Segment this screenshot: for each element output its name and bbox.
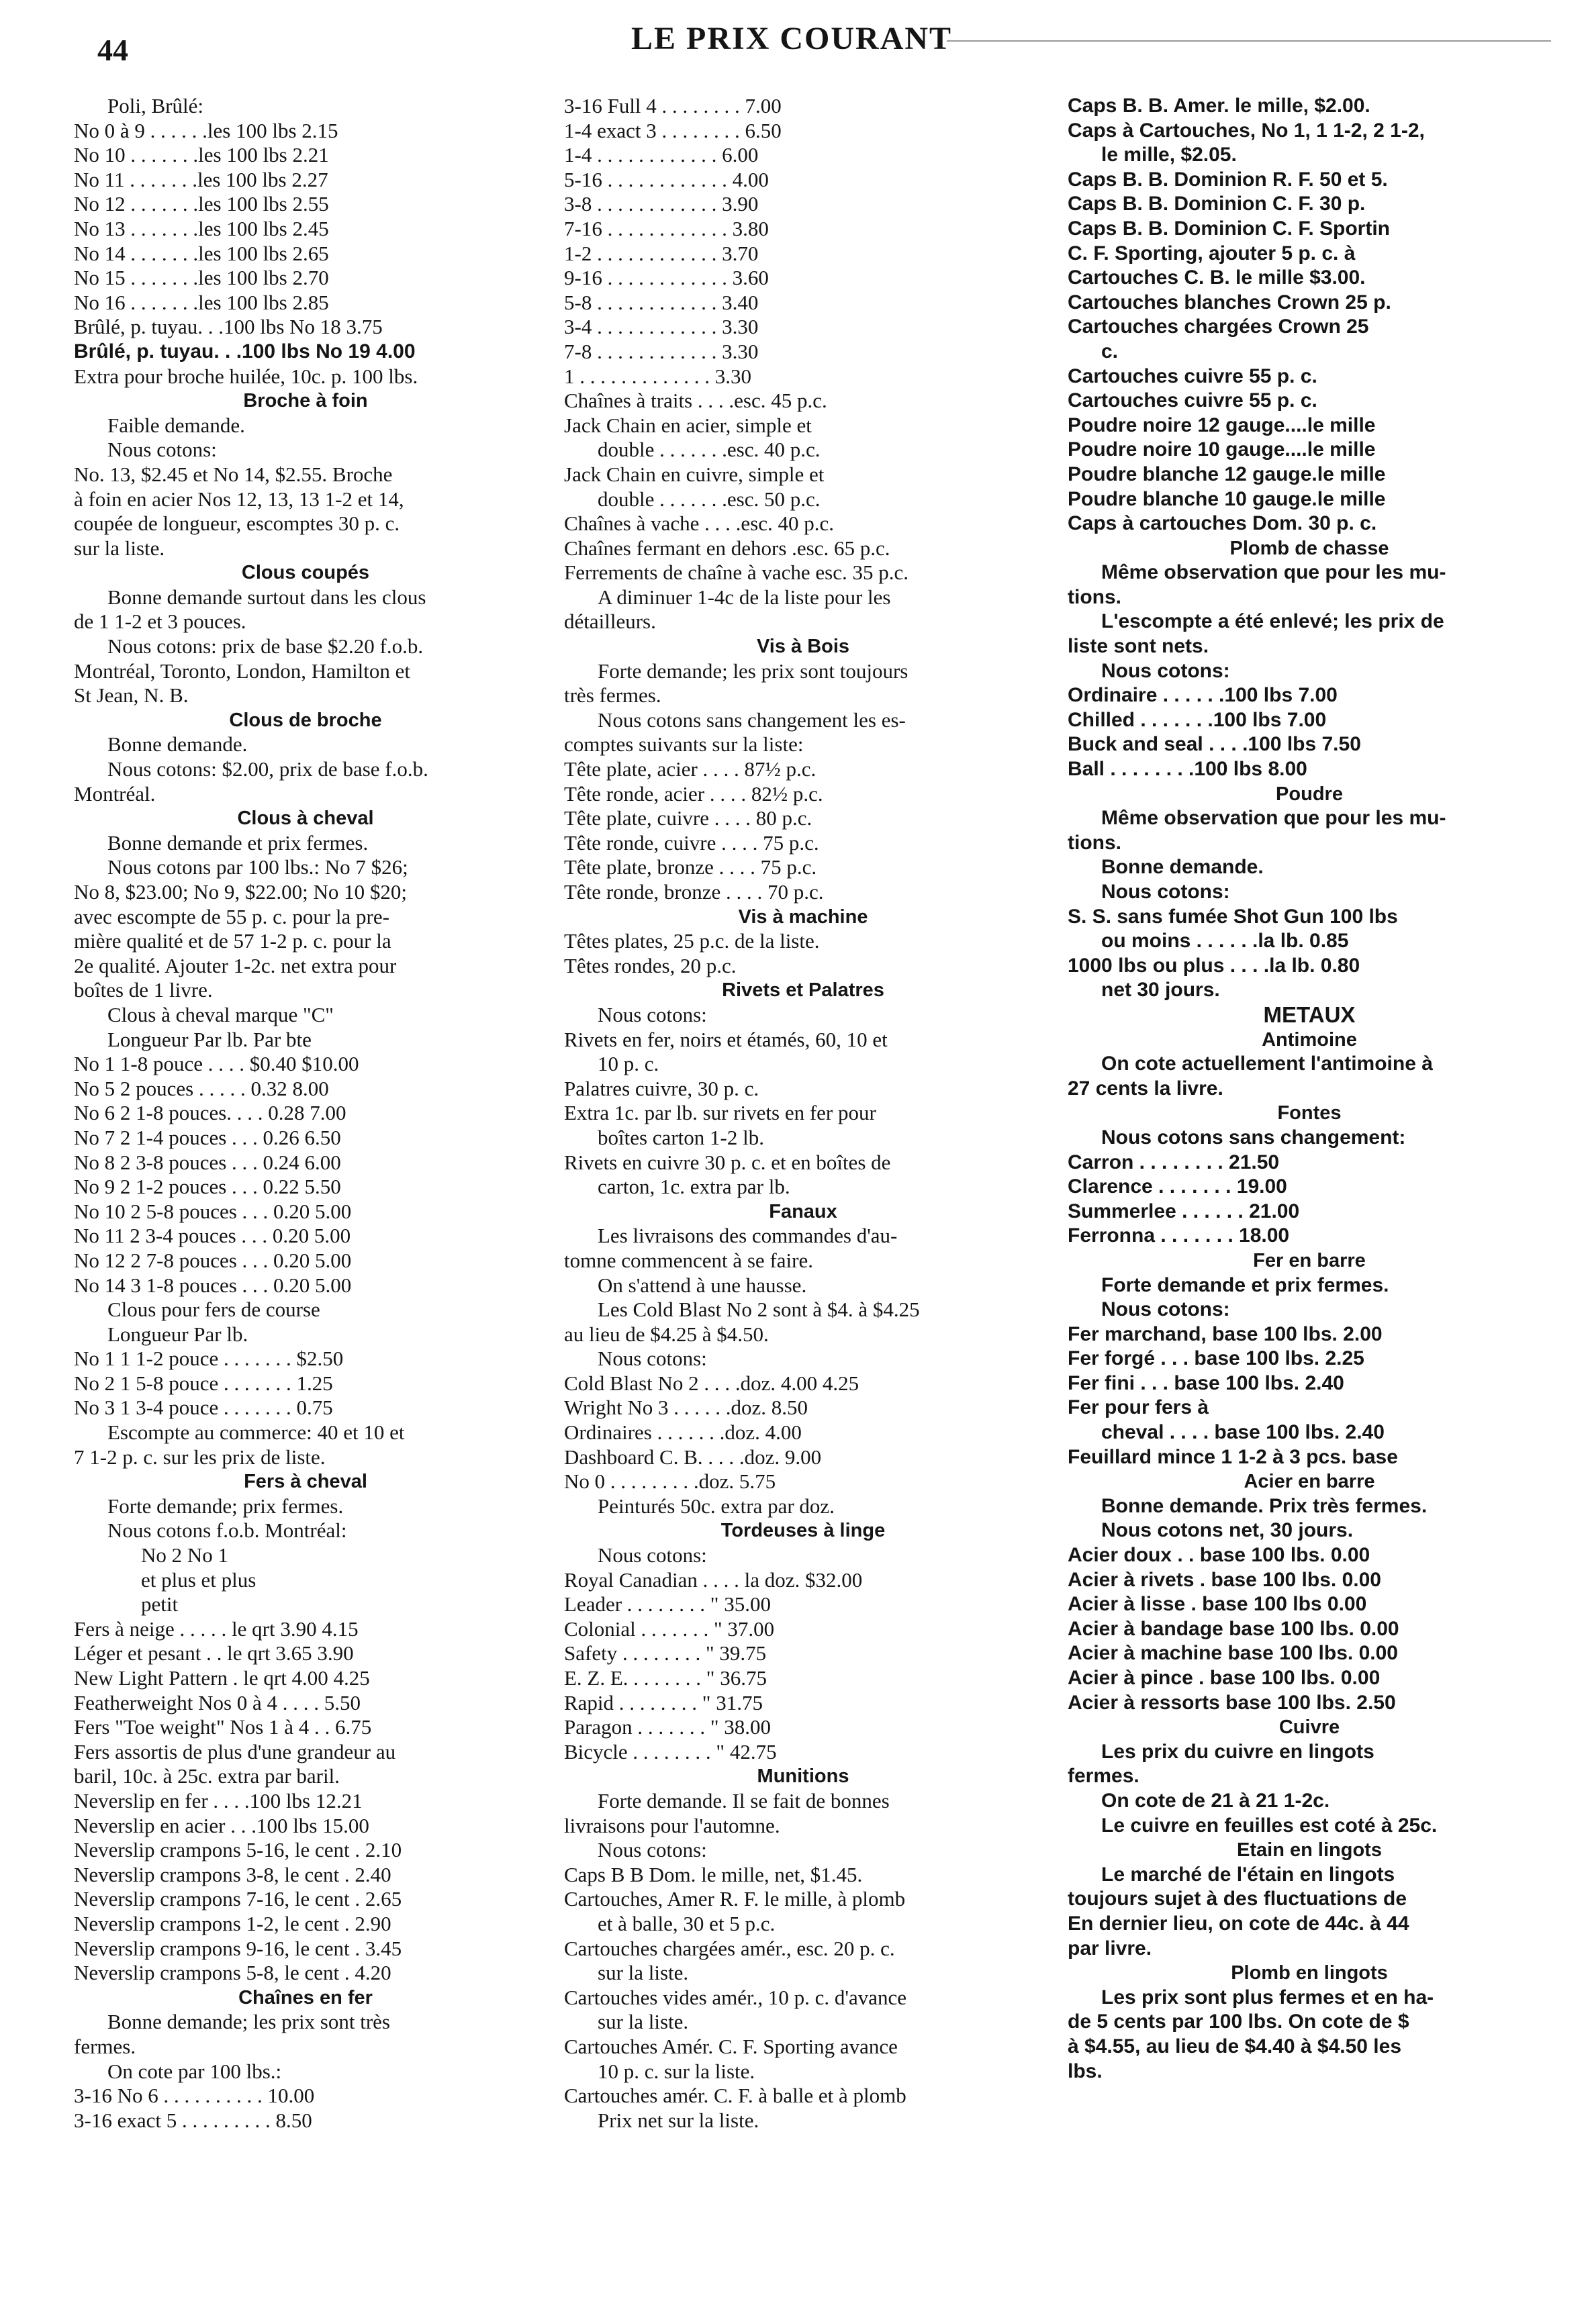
text-line: No 1 1 1-2 pouce . . . . . . . $2.50 [74,1347,344,1371]
section-heading: Tordeuses à linge [720,1520,886,1542]
text-line: 7-16 . . . . . . . . . . . . 3.80 [564,216,769,240]
text-line: Leader . . . . . . . . " 35.00 [564,1592,771,1616]
text-line: Extra pour broche huilée, 10c. p. 100 lbs. [74,364,418,388]
text-line: boîtes carton 1-2 lb. [598,1125,764,1149]
text-line: Ferronna . . . . . . . 18.00 [1068,1224,1290,1247]
text-line: mière qualité et de 57 1-2 p. c. pour la [74,929,391,953]
text-line: fermes. [1068,1765,1139,1788]
text-line: Bonne demande; les prix sont très [107,2010,390,2034]
text-line: Chaînes à traits . . . .esc. 45 p.c. [564,389,827,413]
section-heading: Vis à machine [738,906,868,928]
text-line: S. S. sans fumée Shot Gun 100 lbs [1068,905,1398,928]
text-line: No 8, $23.00; No 9, $22.00; No 10 $20; [74,880,407,904]
text-line: Nous cotons: [598,1838,707,1862]
section-heading: Broche à foin [243,390,368,412]
text-line: Brûlé, p. tuyau. . .100 lbs No 19 4.00 [74,340,416,362]
text-line: No 0 . . . . . . . . .doz. 5.75 [564,1469,776,1494]
text-line: 5-16 . . . . . . . . . . . . 4.00 [564,167,769,191]
text-line: Nous cotons: [1101,659,1230,682]
text-line: On cote actuellement l'antimoine à [1101,1053,1433,1075]
section-heading: Vis à Bois [756,636,850,658]
text-line: 3-8 . . . . . . . . . . . . 3.90 [564,192,759,216]
text-line: au lieu de $4.25 à $4.50. [564,1322,769,1346]
text-line: Poudre blanche 12 gauge.le mille [1068,463,1386,485]
text-line: No 13 . . . . . . .les 100 lbs 2.45 [74,216,329,240]
text-line: 7-8 . . . . . . . . . . . . 3.30 [564,339,759,363]
column-1 [74,94,537,2133]
text-line: Les Cold Blast No 2 sont à $4. à $4.25 [598,1298,920,1322]
text-line: Palatres cuivre, 30 p. c. [564,1076,759,1100]
text-line: détailleurs. [564,610,656,634]
text-line: No 8 2 3-8 pouces . . . 0.24 6.00 [74,1150,341,1174]
text-line: Summerlee . . . . . . 21.00 [1068,1200,1300,1222]
text-line: Bonne demande et prix fermes. [107,830,369,855]
text-line: ou moins . . . . . .la lb. 0.85 [1101,930,1349,953]
text-line: Extra 1c. par lb. sur rivets en fer pour [564,1101,876,1125]
text-line: No 3 1 3-4 pouce . . . . . . . 0.75 [74,1396,333,1420]
text-line: No 5 2 pouces . . . . . 0.32 8.00 [74,1076,329,1100]
section-heading: Poudre [1276,783,1343,805]
section-heading: Fanaux [769,1200,837,1222]
section-heading: Etain en lingots [1237,1839,1382,1861]
text-line: Tête ronde, acier . . . . 82½ p.c. [564,781,823,806]
text-line: très fermes. [564,683,661,708]
text-line: 7 1-2 p. c. sur les prix de liste. [74,1445,326,1469]
text-line: No 12 2 7-8 pouces . . . 0.20 5.00 [74,1248,352,1272]
text-line: No 9 2 1-2 pouces . . . 0.22 5.50 [74,1175,341,1199]
text-line: Montréal. [74,781,156,806]
text-line: No 14 . . . . . . .les 100 lbs 2.65 [74,241,329,265]
text-line: Forte demande. Il se fait de bonnes [598,1788,890,1812]
text-line: Acier à lisse . base 100 lbs 0.00 [1068,1593,1367,1616]
text-line: Caps B. B. Dominion C. F. Sportin [1068,217,1390,240]
text-line: coupée de longueur, escomptes 30 p. c. [74,512,400,536]
text-line: Featherweight Nos 0 à 4 . . . . 5.50 [74,1690,361,1714]
text-line: Bonne demande. [1101,856,1264,879]
text-line: Feuillard mince 1 1-2 à 3 pcs. base [1068,1445,1398,1468]
text-line: Acier doux . . base 100 lbs. 0.00 [1068,1544,1370,1567]
column-2 [564,94,1042,2133]
header-rule [947,40,1551,42]
text-line: Longueur Par lb. Par bte [107,1027,312,1051]
text-line: No 6 2 1-8 pouces. . . . 0.28 7.00 [74,1101,346,1125]
text-line: Rivets en fer, noirs et étamés, 60, 10 et [564,1027,888,1051]
text-line: 9-16 . . . . . . . . . . . . 3.60 [564,266,769,290]
text-line: Caps B. B. Dominion R. F. 50 et 5. [1068,168,1388,191]
text-line: Poudre noire 10 gauge....le mille [1068,438,1376,461]
section-heading: Plomb en lingots [1231,1962,1388,1984]
text-line: 3-16 Full 4 . . . . . . . . 7.00 [564,94,782,117]
text-line: Le cuivre en feuilles est coté à 25c. [1101,1814,1438,1837]
text-line: No 10 . . . . . . .les 100 lbs 2.21 [74,143,329,167]
text-line: Escompte au commerce: 40 et 10 et [107,1420,405,1445]
section-heading: Clous de broche [229,709,382,731]
text-line: net 30 jours. [1101,979,1220,1002]
text-line: Fer marchand, base 100 lbs. 2.00 [1068,1322,1383,1345]
text-line: tions. [1068,585,1121,608]
text-line: No 7 2 1-4 pouces . . . 0.26 6.50 [74,1125,341,1149]
text-line: No 1 1-8 pouce . . . . $0.40 $10.00 [74,1052,359,1076]
text-line: 1-2 . . . . . . . . . . . . 3.70 [564,241,759,265]
text-line: Poli, Brûlé: [107,94,203,117]
text-line: par livre. [1068,1937,1152,1959]
text-line: Cartouches cuivre 55 p. c. [1068,365,1317,387]
text-line: Nous cotons: [1101,881,1230,903]
text-line: Cartouches cuivre 55 p. c. [1068,389,1317,412]
text-line: L'escompte a été enlevé; les prix de [1101,610,1444,633]
text-line: En dernier lieu, on cote de 44c. à 44 [1068,1912,1409,1935]
text-line: Même observation que pour les mu- [1101,807,1446,830]
text-line: No 10 2 5-8 pouces . . . 0.20 5.00 [74,1199,352,1223]
text-line: Acier à pince . base 100 lbs. 0.00 [1068,1667,1381,1689]
text-line: Nous cotons: [598,1002,707,1026]
text-line: On s'attend à une hausse. [598,1273,807,1297]
section-heading: Plomb de chasse [1229,537,1389,559]
text-line: Poudre noire 12 gauge....le mille [1068,414,1376,436]
text-line: Chaînes à vache . . . .esc. 40 p.c. [564,512,835,536]
text-line: sur la liste. [74,536,165,560]
text-line: c. [1101,340,1119,362]
text-line: baril, 10c. à 25c. extra par baril. [74,1764,340,1788]
text-line: C. F. Sporting, ajouter 5 p. c. à [1068,242,1356,264]
section-heading: Rivets et Palatres [722,979,884,1002]
text-line: Colonial . . . . . . . " 37.00 [564,1616,775,1641]
text-line: Poudre blanche 10 gauge.le mille [1068,487,1386,510]
text-line: Caps B. B. Amer. le mille, $2.00. [1068,95,1370,117]
text-line: Les prix sont plus fermes et en ha- [1101,1986,1434,2008]
text-line: Les livraisons des commandes d'au- [598,1224,898,1248]
text-line: No 2 1 5-8 pouce . . . . . . . 1.25 [74,1371,333,1395]
text-line: Léger et pesant . . le qrt 3.65 3.90 [74,1641,354,1665]
text-line: à $4.55, au lieu de $4.40 à $4.50 les [1068,2035,1402,2057]
text-line: double . . . . . . .esc. 40 p.c. [598,438,821,462]
text-line: livraisons pour l'automne. [564,1813,780,1837]
text-line: Cartouches amér. C. F. à balle et à plomb [564,2084,906,2108]
text-line: 1-4 . . . . . . . . . . . . 6.00 [564,143,759,167]
text-line: Brûlé, p. tuyau. . .100 lbs No 18 3.75 [74,315,383,339]
text-line: On cote de 21 à 21 1-2c. [1101,1789,1330,1812]
text-line: Prix net sur la liste. [598,2108,759,2132]
text-line: 10 p. c. sur la liste. [598,2059,755,2083]
text-line: Têtes rondes, 20 p.c. [564,953,737,977]
text-line: Nous cotons sans changement les es- [598,708,906,732]
text-line: 27 cents la livre. [1068,1077,1223,1100]
section-heading: Fer en barre [1253,1249,1366,1271]
text-line: Nous cotons par 100 lbs.: No 7 $26; [107,855,408,879]
text-line: Cartouches, Amer R. F. le mille, à plomb [564,1887,906,1911]
text-line: sur la liste. [598,2010,689,2034]
text-line: St Jean, N. B. [74,683,189,708]
text-line: Forte demande et prix fermes. [1101,1273,1389,1296]
text-line: New Light Pattern . le qrt 4.00 4.25 [74,1666,370,1690]
text-line: Neverslip crampons 3-8, le cent . 2.40 [74,1862,391,1886]
text-line: Nous cotons f.o.b. Montréal: [107,1518,347,1543]
text-line: No 12 . . . . . . .les 100 lbs 2.55 [74,192,329,216]
text-line: Acier à rivets . base 100 lbs. 0.00 [1068,1568,1381,1591]
text-line: 2e qualité. Ajouter 1-2c. net extra pour [74,953,397,977]
text-line: Paragon . . . . . . . " 38.00 [564,1715,771,1739]
text-line: carton, 1c. extra par lb. [598,1175,790,1199]
text-line: A diminuer 1-4c de la liste pour les [598,585,891,609]
section-heading: Cuivre [1278,1716,1340,1739]
text-line: Neverslip crampons 5-8, le cent . 4.20 [74,1961,391,1985]
text-line: Forte demande; prix fermes. [107,1494,344,1518]
text-line: No 0 à 9 . . . . . .les 100 lbs 2.15 [74,118,338,142]
text-line: Clous pour fers de course [107,1298,320,1322]
section-heading: Acier en barre [1244,1471,1375,1493]
text-line: Nous cotons: $2.00, prix de base f.o.b. [107,757,428,781]
text-line: Fers à neige . . . . . le qrt 3.90 4.15 [74,1616,359,1641]
section-heading: METAUX [1263,1002,1356,1027]
text-line: cheval . . . . base 100 lbs. 2.40 [1101,1421,1385,1444]
text-line: Acier à bandage base 100 lbs. 0.00 [1068,1617,1399,1640]
text-line: et plus et plus [141,1567,256,1592]
text-line: Forte demande; les prix sont toujours [598,659,908,683]
text-line: Caps B. B. Dominion C. F. 30 p. [1068,193,1366,215]
text-line: Nous cotons: [598,1543,707,1567]
text-line: Cartouches blanches Crown 25 p. [1068,291,1391,313]
text-line: boîtes de 1 livre. [74,978,213,1002]
text-line: lbs. [1068,2060,1103,2082]
text-line: Cartouches Amér. C. F. Sporting avance [564,2034,898,2058]
section-heading: Clous à cheval [237,808,374,830]
text-line: Tête plate, cuivre . . . . 80 p.c. [564,806,812,830]
text-line: Fer fini . . . base 100 lbs. 2.40 [1068,1371,1344,1394]
text-line: No 11 . . . . . . .les 100 lbs 2.27 [74,167,328,191]
text-line: On cote par 100 lbs.: [107,2059,282,2083]
text-line: Ferrements de chaîne à vache esc. 35 p.c. [564,561,908,585]
text-line: Nous cotons sans changement: [1101,1126,1406,1149]
text-line: Le marché de l'étain en lingots [1101,1863,1395,1886]
text-line: Bonne demande surtout dans les clous [107,585,426,609]
text-line: Safety . . . . . . . . " 39.75 [564,1641,767,1665]
text-line: 3-16 No 6 . . . . . . . . . . 10.00 [74,2084,315,2108]
text-line: Jack Chain en cuivre, simple et [564,462,825,486]
text-line: Ball . . . . . . . .100 lbs 8.00 [1068,758,1307,781]
text-line: Cartouches chargées Crown 25 [1068,316,1369,338]
text-line: Nous cotons: [598,1347,707,1371]
text-line: Faible demande. [107,413,245,437]
text-line: Acier à machine base 100 lbs. 0.00 [1068,1642,1398,1665]
text-line: Fer pour fers à [1068,1396,1209,1419]
text-line: et à balle, 30 et 5 p.c. [598,1911,776,1935]
text-line: Neverslip crampons 7-16, le cent . 2.65 [74,1887,402,1911]
section-heading: Fontes [1277,1102,1342,1124]
text-line: Acier à ressorts base 100 lbs. 2.50 [1068,1691,1396,1714]
text-line: Nous cotons: [107,438,217,462]
text-line: Cartouches C. B. le mille $3.00. [1068,267,1366,289]
text-line: tomne commencent à se faire. [564,1248,813,1272]
text-line: Neverslip crampons 1-2, le cent . 2.90 [74,1911,391,1935]
text-line: Ordinaire . . . . . .100 lbs 7.00 [1068,684,1338,707]
text-line: No. 13, $2.45 et No 14, $2.55. Broche [74,462,393,486]
text-line: Tête plate, bronze . . . . 75 p.c. [564,855,817,879]
text-line: Clarence . . . . . . . 19.00 [1068,1175,1287,1198]
text-line: toujours sujet à des fluctuations de [1068,1888,1407,1910]
section-heading: Fers à cheval [244,1471,367,1493]
text-line: Buck and seal . . . .100 lbs 7.50 [1068,733,1361,756]
text-line: Nous cotons net, 30 jours. [1101,1519,1354,1542]
text-line: comptes suivants sur la liste: [564,732,804,757]
page-number: 44 [97,33,128,67]
text-line: Chaînes fermant en dehors .esc. 65 p.c. [564,536,890,560]
text-line: de 5 cents par 100 lbs. On cote de $ [1068,2011,1409,2033]
text-line: 3-4 . . . . . . . . . . . . 3.30 [564,315,759,339]
text-line: Longueur Par lb. [107,1322,248,1346]
text-line: Bicycle . . . . . . . . " 42.75 [564,1739,777,1763]
text-line: Cartouches vides amér., 10 p. c. d'avance [564,1985,907,2009]
text-line: No 11 2 3-4 pouces . . . 0.20 5.00 [74,1224,351,1248]
text-line: Royal Canadian . . . . la doz. $32.00 [564,1567,863,1592]
text-line: E. Z. E. . . . . . . . " 36.75 [564,1666,767,1690]
text-line: Neverslip crampons 5-16, le cent . 2.10 [74,1838,402,1862]
text-line: liste sont nets. [1068,635,1209,658]
text-line: Bonne demande. [107,732,248,757]
section-heading: Munitions [757,1765,849,1788]
text-line: Caps B B Dom. le mille, net, $1.45. [564,1862,863,1886]
text-line: Neverslip crampons 9-16, le cent . 3.45 [74,1936,402,1960]
text-line: 3-16 exact 5 . . . . . . . . . 8.50 [74,2108,312,2132]
text-line: 5-8 . . . . . . . . . . . . 3.40 [564,290,759,314]
text-line: Nous cotons: [1101,1298,1230,1321]
text-line: Cartouches chargées amér., esc. 20 p. c. [564,1936,895,1960]
text-line: No 15 . . . . . . .les 100 lbs 2.70 [74,266,329,290]
text-line: tions. [1068,831,1121,854]
text-line: Jack Chain en acier, simple et [564,413,812,437]
text-line: No 14 3 1-8 pouces . . . 0.20 5.00 [74,1273,352,1297]
text-line: petit [141,1592,179,1616]
text-line: Fers assortis de plus d'une grandeur au [74,1739,396,1763]
text-line: Dashboard C. B. . . . .doz. 9.00 [564,1445,822,1469]
section-heading: Clous coupés [241,562,370,584]
section-heading: Chaînes en fer [238,1986,373,2008]
text-line: No 16 . . . . . . .les 100 lbs 2.85 [74,290,329,314]
text-line: Chilled . . . . . . .100 lbs 7.00 [1068,708,1327,731]
text-line: Ordinaires . . . . . . .doz. 4.00 [564,1420,802,1445]
text-line: sur la liste. [598,1961,689,1985]
text-line: avec escompte de 55 p. c. pour la pre- [74,904,389,928]
text-line: Carron . . . . . . . . 21.50 [1068,1151,1280,1173]
running-title: LE PRIX COURANT [631,21,953,56]
text-line: le mille, $2.05. [1101,144,1237,166]
text-line: Rivets en cuivre 30 p. c. et en boîtes de [564,1150,891,1174]
text-line: Les prix du cuivre en lingots [1101,1740,1374,1763]
text-line: Tête ronde, cuivre . . . . 75 p.c. [564,830,819,855]
text-line: No 2 No 1 [141,1543,229,1567]
text-line: Même observation que pour les mu- [1101,561,1446,584]
column-3 [1068,94,1551,2084]
text-line: Clous à cheval marque "C" [107,1002,334,1026]
text-line: 10 p. c. [598,1052,659,1076]
text-line: 1000 lbs ou plus . . . .la lb. 0.80 [1068,954,1360,977]
text-line: Rapid . . . . . . . . " 31.75 [564,1690,763,1714]
text-line: Nous cotons: prix de base $2.20 f.o.b. [107,634,424,659]
text-line: fermes. [74,2034,136,2058]
text-line: Bonne demande. Prix très fermes. [1101,1494,1428,1517]
text-line: Caps à Cartouches, No 1, 1 1-2, 2 1-2, [1068,119,1425,142]
text-line: Peinturés 50c. extra par doz. [598,1494,835,1518]
text-line: à foin en acier Nos 12, 13, 13 1-2 et 14, [74,487,404,511]
text-line: double . . . . . . .esc. 50 p.c. [598,487,821,511]
text-line: Wright No 3 . . . . . .doz. 8.50 [564,1396,808,1420]
text-line: Têtes plates, 25 p.c. de la liste. [564,929,820,953]
text-line: Montréal, Toronto, London, Hamilton et [74,659,410,683]
text-line: Fers "Toe weight" Nos 1 à 4 . . 6.75 [74,1715,372,1739]
text-line: Fer forgé . . . base 100 lbs. 2.25 [1068,1347,1364,1370]
text-line: de 1 1-2 et 3 pouces. [74,610,246,634]
text-line: Caps à cartouches Dom. 30 p. c. [1068,512,1377,535]
text-line: 1-4 exact 3 . . . . . . . . 6.50 [564,118,782,142]
text-line: 1 . . . . . . . . . . . . . 3.30 [564,364,751,388]
text-line: Neverslip en fer . . . .100 lbs 12.21 [74,1788,363,1812]
page-header [0,0,1586,81]
text-line: Cold Blast No 2 . . . .doz. 4.00 4.25 [564,1371,859,1395]
section-heading: Antimoine [1262,1028,1357,1051]
text-line: Tête plate, acier . . . . 87½ p.c. [564,757,817,781]
text-line: Neverslip en acier . . .100 lbs 15.00 [74,1813,369,1837]
text-line: Tête ronde, bronze . . . . 70 p.c. [564,880,824,904]
